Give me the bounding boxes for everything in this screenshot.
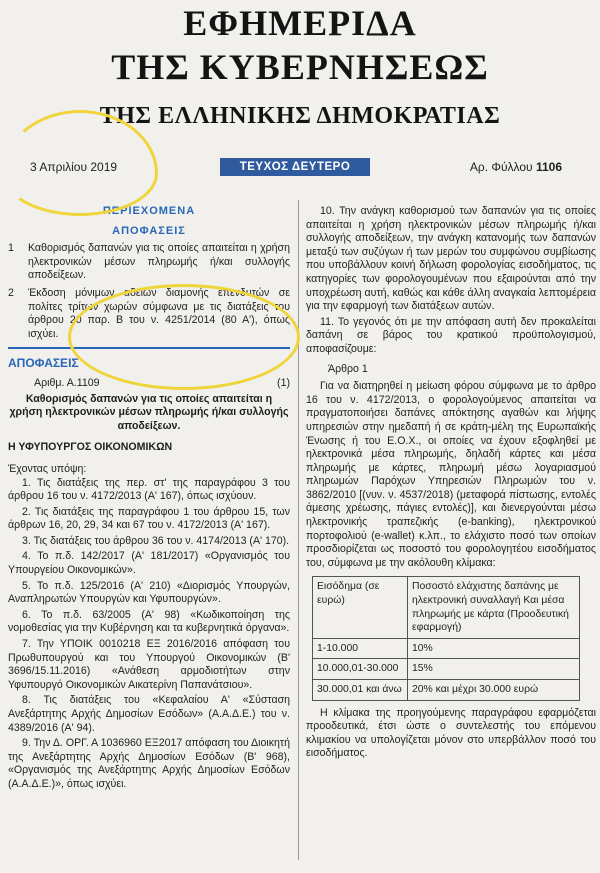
divider <box>8 347 290 349</box>
decision-number-row: Αριθμ. Α.1109 (1) <box>34 376 290 389</box>
contents-header: ΠΕΡΙΕΧΟΜΕΝΑ <box>102 205 196 217</box>
table-header-cell: Ποσοστό ελάχιστης δαπάνης με ηλεκτρονική συναλλαγή Και μέσα πληρωμής με κάρτα (Προοδευτική εφαρμογή) <box>408 577 580 638</box>
paragraph-11: 11. Το γεγονός ότι με την απόφαση αυτή δεν προκαλείται δαπάνη σε βάρος του κρατικού προϋπολογισμού, αποφασίζουμε: <box>306 315 596 355</box>
article-heading: Άρθρο 1 <box>328 362 368 375</box>
issue-info-bar <box>30 158 562 180</box>
table-row: 10.000,01-30.000 15% <box>313 659 580 680</box>
preamble-item: 1. Τις διατάξεις της περ. στ' της παραγράφου 3 του άρθρου 16 του ν. 4172/2013 (Α' 167), όπως ισχύουν. <box>8 476 290 503</box>
preamble: Έχοντας υπόψη: <box>8 462 87 475</box>
toc-item[interactable]: 1 Καθορισμός δαπανών για τις οποίες απαιτείται η χρήση ηλεκτρονικών μέσων πληρωμής ή/και συλλογής αποδείξεων. <box>8 242 290 282</box>
preamble-item: 5. Το π.δ. 125/2016 (Α' 210) «Διορισμός Υπουργών, Αναπληρωτών Υπουργών και Υφυπουργών». <box>8 579 290 606</box>
section-title: ΑΠΟΦΑΣΕΙΣ <box>8 356 79 371</box>
sheet-number: Αρ. Φύλλου 1106 <box>469 160 562 174</box>
masthead-line-3: ΤΗΣ ΕΛΛΗΝΙΚΗΣ ΔΗΜΟΚΡΑΤΙΑΣ <box>99 103 501 129</box>
masthead-line-2: ΤΗΣ ΚΥΒΕΡΝΗΣΕΩΣ <box>111 47 489 87</box>
preamble-item: 8. Τις διατάξεις του «Κεφαλαίου Α' «Σύσταση Ανεξάρτητης Αρχής Δημοσίων Εσόδων» (Α.Α.Δ.Ε.) του ν. 4389/2016 (Α' 94). <box>8 694 290 734</box>
preamble-item: 9. Την Δ. ΟΡΓ. Α 1036960 ΕΞ2017 απόφαση του Διοικητή της Ανεξάρτητης Αρχής Δημοσίων Εσόδων (Β' 968), «Οργανισμός της Ανεξάρτητης Αρχής Δημοσίων Εσόδων (Α.Α.Δ.Ε.)», όπως ισχύει. <box>8 737 290 790</box>
preamble-item: 3. Τις διατάξεις του άρθρου 36 του ν. 4174/2013 (Α' 170). <box>22 534 290 547</box>
column-divider <box>298 200 299 860</box>
income-scale-table <box>312 576 580 700</box>
preamble-item: 4. Το π.δ. 142/2017 (Α' 181/2017) «Οργανισμός του Υπουργείου Οικονομικών». <box>8 550 290 577</box>
right-column <box>306 205 596 763</box>
table-header-cell: Εισόδημα (σε ευρώ) <box>313 577 408 638</box>
preamble-item: 6. Το π.δ. 63/2005 (Α' 98) «Κωδικοποίηση της νομοθεσίας για την Κυβέρνηση και τα κυβερνητικά όργανα». <box>8 608 290 635</box>
table-row: 1-10.000 10% <box>313 638 580 659</box>
left-column <box>8 205 290 794</box>
decision-title: Καθορισμός δαπανών για τις οποίες απαιτείται η χρήση ηλεκτρονικών μέσων πληρωμής ή/και συλλογής αποδείξεων. <box>9 392 289 432</box>
article-body: Για να διατηρηθεί η μείωση φόρου σύμφωνα με το άρθρο 16 του ν. 4172/2013, ο φορολογούμενος απαιτείται να πραγματοποιήσει δαπάνες απόκτησης αγαθών και λήψης υπηρεσιών στην ημεδαπή ή σε κράτη-μέλη της Ευρωπαϊκής Ένωσης ή του Ε.Ο.Χ., οι οποίες να έχουν εξοφληθεί με ηλεκτρονικά μέσα πληρωμής, δηλαδή κάρτες και μέσα πληρωμής με κάρτες, πληρωμή μέσω λογαριασμού πληρωμών Παρόχων Υπηρεσιών Πληρωμών του ν. 3862/2010 [(νυν. ν. 4537/2018) (μεταφορά πίστωσης, εντολές άμεσης χρέωσης, πάγιες εντολές)], και διενεργούνται μέσω ηλεκτρονικής τραπεζικής (e-banking), ηλεκτρονικού πορτοφολιού (e-wallet) κ.λπ., το ελάχιστο ποσό των οποίων προσδιορίζεται ως ποσοστό του φορολογητέου εισοδήματος του, σύμφωνα με την ακόλουθη κλίμακα: <box>306 380 596 569</box>
preamble-item: 7. Την ΥΠΟΙΚ 0010218 ΕΞ 2016/2016 απόφαση του Πρωθυπουργού και του Υπουργού Οικονομικών (Β' 3696/15.11.2016) «Ανάθεση αρμοδιοτήτων στην Υφυπουργό Οικονομικών Αικατερίνη Παπανάτσιου». <box>8 638 290 691</box>
issue-series-badge: ΤΕΥΧΟΣ ΔΕΥΤΕΡΟ <box>220 158 370 176</box>
closing-paragraph: Η κλίμακα της προηγούμενης παραγράφου εφαρμόζεται προοδευτικά, έτσι ώστε ο συντελεστής του επόμενου κλιμακίου να υπολογίζεται μόνον στο υπερβάλλον ποσό του εισοδήματος. <box>306 706 596 760</box>
toc-item[interactable]: 2 Έκδοση μόνιμων αδειών διαμονής επενδυτών σε πολίτες τρίτων χωρών σύμφωνα με τις διατάξεις του άρθρου 20 παρ. Β του ν. 4251/2014 (80 Α'), όπως ισχύει. <box>8 286 290 340</box>
minister-title: Η ΥΦΥΠΟΥΡΓΟΣ ΟΙΚΟΝΟΜΙΚΩΝ <box>8 441 173 454</box>
masthead-line-1: ΕΦΗΜΕΡΙΔΑ <box>183 3 417 43</box>
preamble-list <box>8 477 290 792</box>
issue-date: 3 Απριλίου 2019 <box>30 160 118 174</box>
preamble-item: 2. Τις διατάξεις της παραγράφου 1 του άρθρου 15, των άρθρων 16, 20, 29, 34 και 67 του ν. 4172/2013 (Α' 167). <box>8 505 290 532</box>
paragraph-10: 10. Την ανάγκη καθορισμού των δαπανών για τις οποίες απαιτείται η χρήση ηλεκτρονικών μέσων πληρωμής ή/και συλλογής αποδείξεων, την ανάγκη κατανομής των δαπανών μεταξύ των συζύγων ή των μερών του συμφώνου συμβίωσης που υποβάλλουν κοινή δήλωση φορολογίας εισοδήματος, τις κατηγορίες των φορολογουμένων που εξαιρούνται από την υποχρέωση αυτή, καθώς και κάθε άλλη αναγκαία λεπτομέρεια για την εφαρμογή των διατάξεων αυτών. <box>306 205 596 313</box>
table-header-row <box>313 577 580 638</box>
table-row: 30.000,01 και άνω 20% και μέχρι 30.000 ευρώ <box>313 680 580 701</box>
decisions-subheader: ΑΠΟΦΑΣΕΙΣ <box>112 224 186 237</box>
